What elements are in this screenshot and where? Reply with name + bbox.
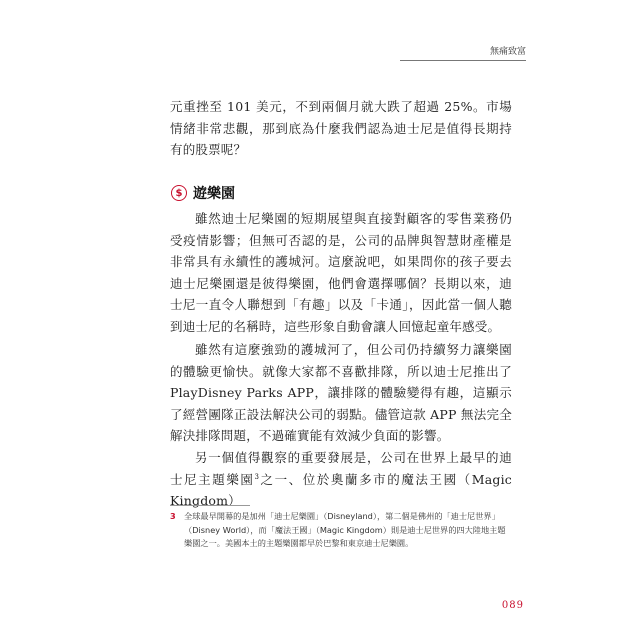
page-number: 089 [501, 600, 524, 611]
section-heading [171, 183, 235, 203]
footnote-ref: 3 [254, 472, 260, 481]
paragraph-text-before: 另一個值得觀察的重要發展是，公司在世界上最早的迪士尼主題樂園 [170, 450, 512, 487]
dollar-circle-icon: $ [171, 185, 187, 201]
footnote-rule [170, 505, 250, 506]
paragraph-intro: 元重挫至 101 美元，不到兩個月就大跌了超過 25%。市場情緒非常悲觀，那到底為什麼我們認為迪士尼是值得長期持有的股票呢？ [170, 99, 512, 158]
section-title: 遊樂園 [193, 186, 235, 202]
paragraph-moat: 雖然迪士尼樂園的短期展望與直接對顧客的零售業務仍受疫情影響；但無可否認的是，公司的品牌與智慧財產權是非常具有永續性的護城河。這麼說吧，如果問你的孩子要去迪士尼樂園還是彼得樂園，他們會選擇哪個？長期以來，迪士尼一直令人聯想到「有趣」以及「卡通」，因此當一個人聽到迪士尼的名稱時，這些形象自動會讓人回憶起童年感受。 [170, 211, 512, 334]
header-rule [400, 60, 526, 61]
paragraph-magic-kingdom [170, 447, 512, 512]
footnote [170, 510, 512, 551]
footnote-number: 3 [170, 511, 176, 521]
paragraph-text-after: 之一、位於奧蘭多市的魔法王國（Magic Kingdom） [170, 471, 512, 509]
running-header: 無痛致富 [489, 47, 526, 57]
paragraph-app: 雖然有這麼強勁的護城河了，但公司仍持續努力讓樂園的體驗更愉快。就像大家都不喜歡排隊，所以迪士尼推出了 PlayDisney Parks APP，讓排隊的體驗變得有趣，這顯示了經營團隊正設法解決公司的弱點。儘管這款 APP 無法完全解決排隊問題，不過確實能有效減少負面的影響。 [170, 342, 512, 444]
footnote-text: 全球最早開幕的是加州「迪士尼樂園」（Disneyland），第二個是佛州的「迪士尼世界」（Disney World），而「魔法王國」（Magic Kingdom）則是迪士尼世界的四大陸地主題樂園之一。美國本土的主題樂園都早於巴黎和東京迪士尼樂園。 [184, 511, 506, 548]
